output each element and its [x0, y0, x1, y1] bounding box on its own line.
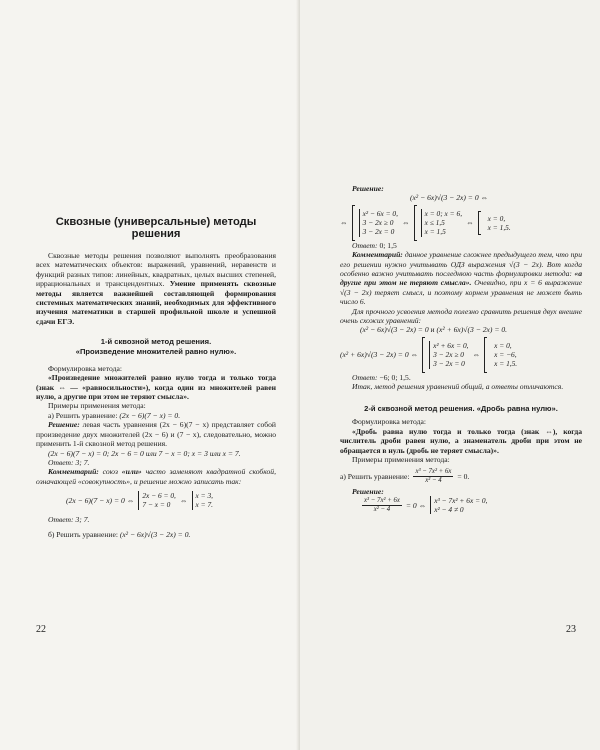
frac-num-1: x³ − 7x² + 6x — [415, 467, 452, 475]
answer-r1 — [340, 241, 582, 250]
comment-text-2: часто заменяют квадратной скобкой, означающей «совокупность», и решение можно записать так: — [36, 467, 276, 486]
left-page-number: 22 — [36, 624, 46, 635]
system-result — [192, 491, 214, 509]
comment-1: данное уравнение сложнее предыдущего тем, что при его решении нужно учитывать ОДЗ выражения √(3 − 2x). Вот когда особенно важно учитывать последнюю часть формулировки метода: — [340, 250, 582, 279]
sys1-b: 3 − 2x ≥ 0 — [362, 218, 394, 228]
sys4-b: 3 − 2x ≥ 0 — [433, 350, 464, 360]
system-5 — [491, 341, 517, 369]
frac-num-2: x³ − 7x² + 6x — [364, 496, 400, 504]
arrow-1: ⇔ — [340, 218, 348, 228]
comment-label: Комментарий: — [48, 467, 99, 477]
answer-label: Ответ: — [48, 457, 74, 467]
method2-title: 2-й сквозной метод решения. «Дробь равна нулю». — [364, 403, 558, 413]
eq2-system — [340, 337, 582, 373]
system-4 — [429, 341, 468, 369]
answer-a-value: 3; 7. — [75, 457, 90, 467]
sys4-a: x² + 6x = 0, — [433, 341, 469, 351]
example-a-r — [340, 468, 582, 485]
sys5-b: x = −6, — [494, 350, 517, 360]
system-1 — [359, 209, 398, 237]
answer-a2 — [36, 515, 276, 524]
bracket-3 — [478, 211, 481, 235]
eq-main: (x² − 6x)√(3 − 2x) = 0 ⇔ — [410, 193, 489, 203]
summary: Итак, метод решения уравнений общий, а ответы отличаются. — [352, 382, 564, 392]
sys1-c: 3 − 2x = 0 — [362, 227, 395, 237]
solution-chain: (2x − 6)(7 − x) = 0; 2x − 6 = 0 или 7 − x = 0; x = 3 или x = 7. — [48, 448, 241, 458]
formulation-label: Формулировка метода: — [48, 363, 122, 373]
arrow-2: ⇔ — [401, 218, 410, 228]
compare-and: и — [430, 325, 435, 335]
left-content — [36, 216, 276, 539]
comment-word-or: «или» — [121, 467, 142, 477]
example-a-label: а) Решить уравнение: — [48, 410, 118, 420]
frac-den-2: x² − 4 — [373, 505, 391, 513]
sys1-a: x² − 6x = 0, — [362, 209, 398, 218]
sol-frac-eq: = 0 ⇔ — [405, 500, 427, 510]
bracket-2 — [414, 205, 417, 241]
example-a-label-r: а) Решить уравнение: — [340, 471, 410, 481]
answer-r2-value: −6; 0; 1,5. — [379, 372, 411, 382]
examples-label: Примеры применения метода: — [48, 401, 146, 411]
bracket-4 — [422, 337, 425, 373]
right-page — [300, 0, 600, 750]
sys6-a: x³ − 7x² + 6x = 0, — [434, 495, 488, 505]
sys5-a: x = 0, — [494, 341, 512, 351]
comment-text-1: союз — [102, 467, 118, 477]
eq2-lhs: (x² + 6x)√(3 − 2x) = 0 ⇔ — [340, 350, 419, 360]
compare-eq-1: (x² − 6x)√(3 − 2x) = 0 — [360, 325, 429, 335]
system-3 — [485, 214, 511, 232]
answer-label-2: Ответ: — [48, 514, 74, 524]
sys5-c: x = 1,5. — [494, 359, 518, 369]
sys2-c: x = 1,5 — [424, 227, 446, 237]
sys2-b: x ≤ 1,5 — [424, 218, 445, 228]
formulation-label-r: Формулировка метода: — [352, 417, 426, 427]
example-b-eq: (x² − 6x)√(3 − 2x) = 0. — [119, 529, 191, 539]
comment-r — [340, 250, 582, 306]
fraction-2 — [362, 497, 402, 514]
system-lhs: (2x − 6)(7 − x) = 0 ⇔ — [66, 495, 135, 505]
answer-label-r1: Ответ: — [352, 240, 378, 250]
bracket-5 — [484, 337, 487, 373]
solution-label: Решение: — [48, 420, 80, 430]
compare-line — [360, 325, 582, 334]
system-mid-2: 7 − x = 0 — [142, 500, 171, 510]
example-a-eq: (2x − 6)(7 − x) = 0. — [119, 410, 181, 420]
intro-bold: Умение применять сквозные методы является важнейшей составляющей формирования системных математических знаний, необходимых для эффективного изучения математики в старшей профильной школе и успешной сдачи ЕГЭ. — [36, 279, 276, 326]
examples-label-r: Примеры применения метода: — [352, 455, 450, 465]
system-equation — [66, 491, 276, 509]
system-6 — [430, 496, 487, 514]
system-mid — [138, 491, 176, 509]
solution-label-r2: Решение: — [352, 486, 384, 496]
solution-text: левая часть уравнения (2x − 6)(7 − x) представляет собой произведение двух множителей (2x − 6) и (7 − x), следовательно, можно применить 1-й сквозной метод решения. — [36, 420, 276, 449]
example-b — [36, 530, 276, 539]
solution-paragraph — [36, 420, 276, 448]
sys4-c: 3 − 2x = 0 — [433, 359, 465, 369]
fraction-1 — [413, 468, 453, 485]
arrow-4: ⇔ — [472, 350, 481, 360]
system-res-1: x = 3, — [195, 491, 214, 501]
system-arrow: ⇔ — [179, 495, 188, 505]
sys2-a: x = 0; x = 6, — [424, 209, 463, 218]
comment-1-bold: «а другие при этом не теряют смысла». — [340, 269, 582, 288]
method1-title-line1: 1-й сквозной метод решения. — [100, 337, 212, 347]
answer-r2 — [340, 373, 582, 382]
system-2 — [421, 209, 462, 237]
compare-text: Для прочного усвоения метода полезно сравнить решения двух внешне очень схожих уравнений: — [340, 306, 582, 326]
answer-a2-value: 3; 7. — [75, 514, 90, 524]
right-content — [340, 184, 582, 514]
answer-label-r2: Ответ: — [352, 372, 378, 382]
formulation-text: «Произведение множителей равно нулю тогда и только тогда (знак ⇔ — «равносильности»), когда один из множителей равен нулю, а другие при этом не теряют смысла». — [36, 373, 276, 402]
solution-label-r: Решение: — [352, 184, 384, 193]
comment-2: Очевидно, при x = 6 выражение √(3 − 2x) теряет смысл, и поэтому корнем уравнения не может быть число 6. — [340, 278, 582, 307]
system-res-2: x = 7. — [195, 500, 214, 510]
comment-label-r: Комментарий: — [352, 250, 403, 260]
comment-paragraph — [36, 467, 276, 486]
frac-den-1: x² − 4 — [425, 476, 442, 484]
section-heading: Сквозные (универсальные) методы решения — [55, 216, 257, 240]
answer-a — [36, 458, 276, 467]
sys6-b: x² − 4 ≠ 0 — [434, 505, 464, 515]
intro-plain: Сквозные методы решения позволяют выполнять преобразования всех математических объектов: выражений, уравнений, неравенств и функций разных типов: линейных, квадратных, целых высших степеней, иррациональных и трансцендентных. — [36, 251, 276, 289]
method1-title-line2: «Произведение множителей равно нулю». — [75, 347, 237, 357]
example-a — [36, 411, 276, 420]
odz-system — [340, 205, 582, 241]
fraction-solution — [362, 496, 582, 514]
arrow-3: ⇔ — [466, 218, 474, 228]
sys3-a: x = 0, — [487, 213, 506, 223]
example-b-label: б) Решить уравнение: — [48, 529, 118, 539]
compare-eq-2: (x² + 6x)√(3 − 2x) = 0. — [436, 325, 508, 335]
answer-r1-value: 0; 1,5 — [379, 240, 397, 250]
frac-eq: = 0. — [457, 471, 470, 481]
bracket-1 — [352, 205, 355, 241]
formulation-text-r: «Дробь равна нулю тогда и только тогда (знак ⇔), когда числитель дроби равен нулю, а знаменатель дроби при этом не обращается в нуль (дробь не теряет смысла)». — [340, 426, 582, 455]
intro-paragraph — [36, 251, 276, 326]
sys3-b: x = 1,5. — [487, 222, 511, 232]
right-page-number: 23 — [566, 624, 576, 635]
system-mid-1: 2x − 6 = 0, — [142, 491, 176, 501]
